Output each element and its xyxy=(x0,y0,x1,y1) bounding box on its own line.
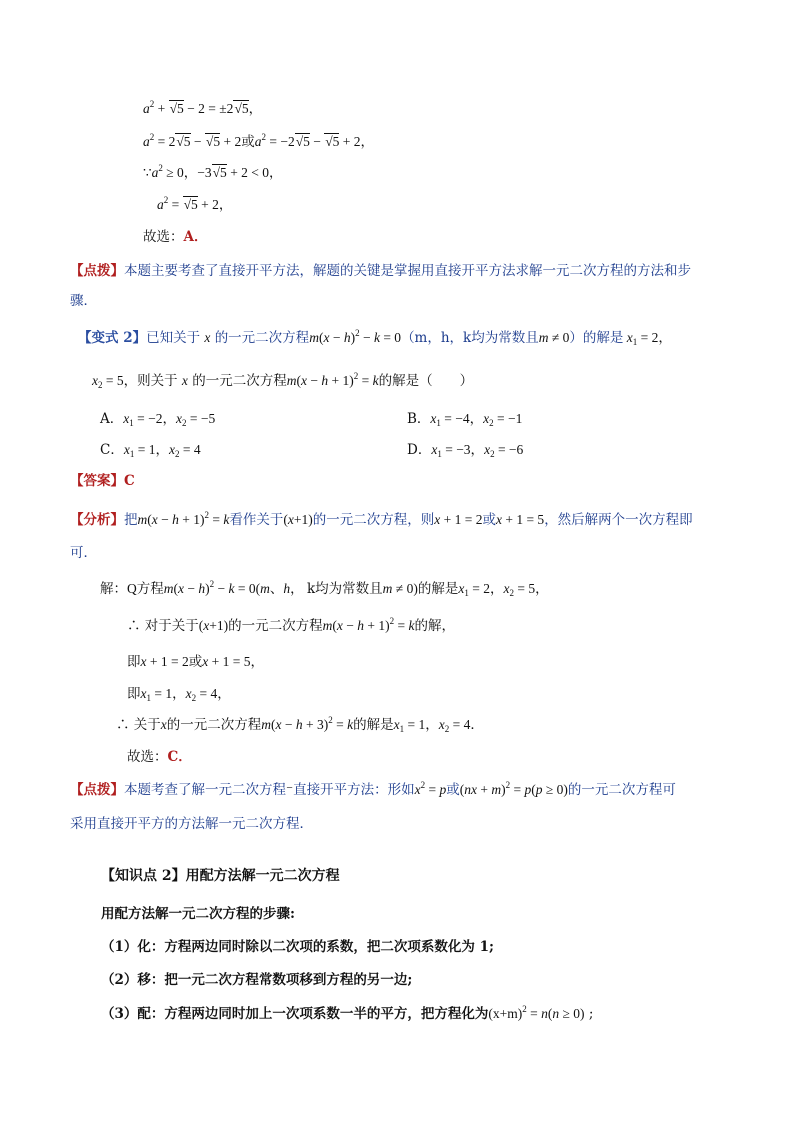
solution-line-3: 即x + 1 = 2或x + 1 = 5， xyxy=(127,654,264,670)
solution-text: 即 xyxy=(127,686,141,702)
answer-value: C xyxy=(124,473,135,489)
solution-text: 的解是 xyxy=(353,717,394,733)
knowledge-intro: 用配方法解一元二次方程的步骤: xyxy=(101,906,295,922)
solution-text: 的解是 xyxy=(417,581,459,597)
variant-line-1: 【变式 2】已知关于 x 的一元二次方程$m(x - h)^2 - k = 0(m$，h，k均为常数且m ≠ 0）的解是 $x_1 = 2$， xyxy=(78,328,672,347)
knowledge-step-1: （1）化：方程两边同时除以二次项的系数，把二次项系数化为 1; xyxy=(101,939,494,955)
solution-text: 、 xyxy=(269,581,284,597)
comment-block-2-line-1: 【点拨】本题考查了解一元二次方程⁻直接开平方法：形如$x^2 = p$或(nx + m)$^2$ = p(p ≥ 0)的一元二次方程可 xyxy=(70,780,676,798)
solution-text: 或 xyxy=(188,654,203,670)
comment-text: 直接开平方法：形如 xyxy=(293,782,415,798)
step-text: （3）配：方程两边同时加上一次项系数一半的平方，把方程化为 xyxy=(101,1006,489,1022)
variant-text: ，则关于 xyxy=(123,373,178,389)
option-label: C． xyxy=(100,442,124,458)
answer-line xyxy=(70,472,135,490)
choice-answer: C． xyxy=(167,749,192,765)
variant-text: （m，h，k均为常数且 xyxy=(401,330,539,346)
knowledge-step-3: （3）配：方程两边同时加上一次项系数一半的平方，把方程化为$(x+m)^2 = n(n \ge 0)$ ; xyxy=(101,1004,594,1022)
punct: ， xyxy=(248,101,263,116)
punct: ， xyxy=(269,165,283,180)
solution-line-5: ∴ 关于x的一元二次方程$m(x - h + 3)^2 = k$的解是$x_1 = 1$，$x_2 = 4$． xyxy=(116,715,484,734)
variant-tag: 【变式 2】 xyxy=(78,330,147,346)
equation-line-4: $a^2 = √5 + 2$， xyxy=(157,195,233,212)
option-b[interactable]: B．$x_1 = -4$，$x_2 = -1$ xyxy=(407,411,523,428)
knowledge-step-2: （2）移：把一元二次方程常数项移到方程的另一边; xyxy=(101,972,413,988)
option-c[interactable]: C．$x_1 = 1$，$x_2 = 4$ xyxy=(100,442,201,459)
analysis-text: 或 xyxy=(482,512,496,528)
comment-tag: 【点拨】 xyxy=(70,782,124,798)
solution-text: 即 xyxy=(127,654,141,670)
punct: ， xyxy=(360,134,375,149)
solution-text: 方程 xyxy=(136,581,164,597)
comment-text: 本题主要考查了直接开平方法，解题的关键是掌握用直接开平方法求解一元二次方程的方法和步骤． xyxy=(70,263,691,309)
variant-text: 的一元二次方程 xyxy=(214,330,310,346)
or-word: 或 xyxy=(241,134,255,149)
variant-text: 已知关于 xyxy=(146,330,201,346)
variant-text: 的解是（ ） xyxy=(378,373,474,389)
analysis-line-1: 【分析】把$m(x - h + 1)^2 = k$看作关于(x+1)的一元二次方程，则x + 1 = 2或x + 1 = 5，然后解两个一次方程即 xyxy=(70,510,693,528)
solution-text: ∴ 对于关于 xyxy=(127,618,199,634)
equation-line-1: $a^2 + √5 - 2 = \pm 2√5$， xyxy=(143,99,263,116)
option-d[interactable]: D．$x_1 = -3$，$x_2 = -6$ xyxy=(407,442,524,459)
punct: ， xyxy=(183,165,198,180)
solution-text: 故选： xyxy=(127,749,168,765)
option-label: B． xyxy=(407,411,431,427)
analysis-text: 看作关于 xyxy=(229,512,284,528)
comment-block-2-line-2: 采用直接开平方的方法解一元二次方程． xyxy=(70,816,313,832)
option-label: A． xyxy=(100,411,124,427)
analysis-text: ，然后解两个一次方程即 xyxy=(544,512,693,528)
punct: ， xyxy=(218,197,233,212)
solution-line-1: 解：Q方程$m(x - h)^2 - k = 0(m$、h， k均为常数且m ≠ 0)的解是$x_1 = 2$，$x_2 = 5$， xyxy=(100,579,549,598)
comment-block-1 xyxy=(70,256,710,316)
choice-label: 故选： xyxy=(143,229,184,245)
knowledge-heading: 【知识点 2】用配方法解一元二次方程 xyxy=(101,868,340,884)
equation-line-3: $\because a^2 \ge 0$，−3√5 + 2 < 0， xyxy=(143,163,283,180)
because-symbol: ∵ xyxy=(143,165,152,180)
comment-tag: 【点拨】 xyxy=(70,263,124,279)
comment-text: 或 xyxy=(446,782,460,798)
option-a[interactable]: A．$x_1 = -2$，$x_2 = -5$ xyxy=(100,411,216,428)
solution-text: ∴ 关于 xyxy=(116,717,161,733)
solution-text: k均为常数且 xyxy=(306,581,383,597)
comment-text: 的一元二次方程可 xyxy=(567,782,676,798)
choice-line xyxy=(143,228,207,246)
choice-answer: A． xyxy=(183,229,208,245)
solution-line-6 xyxy=(127,748,192,766)
analysis-tag: 【分析】 xyxy=(70,512,124,528)
comment-text: 本题考查了解一元二次方程 xyxy=(124,782,286,798)
punct: ， xyxy=(658,330,672,346)
solution-text: 的解， xyxy=(414,618,456,634)
solution-line-2: ∴ 对于关于(x+1)的一元二次方程$m(x - h + 1)^2 = k$的解， xyxy=(127,616,456,634)
variant-text: 的一元二次方程 xyxy=(192,373,287,389)
answer-tag: 【答案】 xyxy=(70,473,124,489)
solution-text: 的一元二次方程 xyxy=(228,618,323,634)
option-label: D． xyxy=(407,442,432,458)
analysis-line-2: 可． xyxy=(70,545,97,561)
variant-line-2: $x_2 = 5$，则关于 x 的一元二次方程$m(x - h + 1)^2 = k$的解是（ ） xyxy=(92,371,474,390)
analysis-text: 把 xyxy=(124,512,138,528)
equation-line-2: $a^2 = 2√5 - √5 + 2$或$a^2 = -2√5 - √5 + 2$， xyxy=(143,132,375,149)
variant-text: ）的解是 xyxy=(569,330,624,346)
solution-text: 解： xyxy=(100,581,127,597)
solution-line-4: 即$x_1 = 1$，$x_2 = 4$， xyxy=(127,686,231,703)
analysis-text: 的一元二次方程，则 xyxy=(312,512,435,528)
solution-text: 的一元二次方程 xyxy=(166,717,262,733)
